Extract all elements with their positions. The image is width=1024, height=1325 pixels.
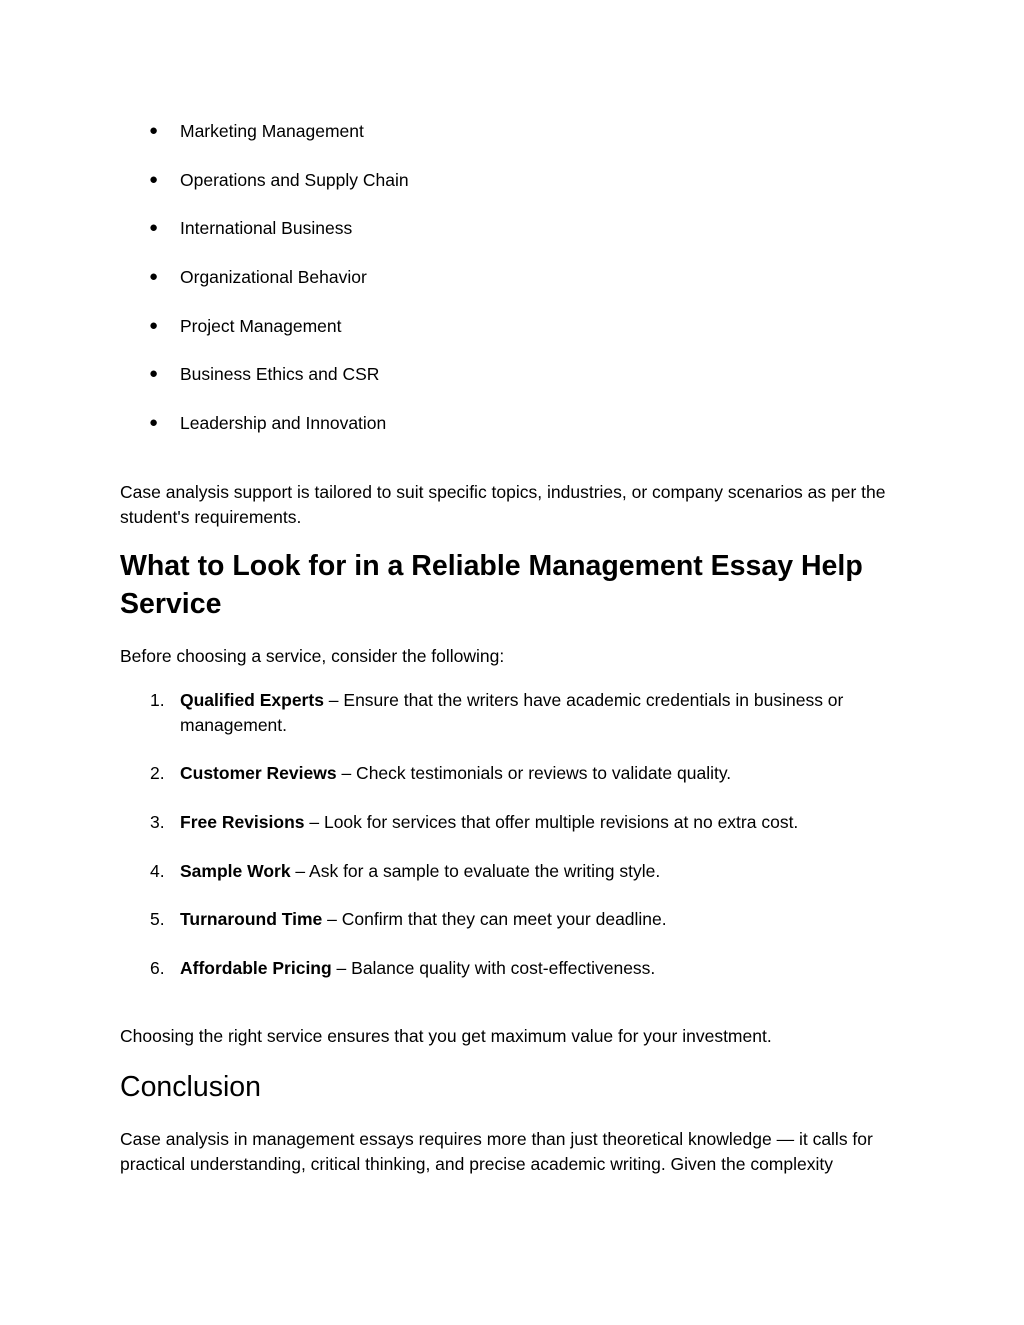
bullet-icon: ● [149, 414, 159, 432]
bullet-item [120, 215, 910, 264]
conclusion-heading: Conclusion [120, 1071, 261, 1103]
value-paragraph: Choosing the right service ensures that you get maximum value for your investment. [120, 1026, 772, 1046]
list-item [120, 810, 910, 835]
bullet-item [120, 118, 910, 167]
list-item-body [180, 859, 900, 884]
conclusion-paragraph: Case analysis in management essays requires more than just theoretical knowledge — it calls for practical understanding, critical thinking, and precise academic writing. Given the complexity [120, 1129, 873, 1174]
case-analysis-paragraph: Case analysis support is tailored to suit specific topics, industries, or company scenarios as per the student's requirements. [120, 482, 886, 527]
list-item-body [180, 761, 900, 786]
list-item-title: Affordable Pricing [180, 958, 332, 979]
list-item [120, 956, 910, 981]
bullet-icon: ● [149, 122, 159, 139]
list-item-body [180, 956, 900, 981]
list-item-description: – Ensure that the writers have academic credentials in business or management. [180, 690, 844, 735]
list-item-number: 3. [150, 811, 165, 832]
list-item-description: – Confirm that they can meet your deadline. [322, 909, 667, 930]
bullet-icon: ● [149, 316, 159, 334]
bullet-item [120, 410, 910, 459]
criteria-numbered-list [120, 688, 910, 1005]
list-item-description: – Look for services that offer multiple revisions at no extra cost. [304, 811, 799, 832]
bullet-text: Project Management [180, 315, 342, 336]
list-item-body [180, 688, 900, 737]
list-item-number: 6. [150, 958, 165, 979]
list-item-description: – Check testimonials or reviews to validate quality. [336, 763, 732, 783]
list-item-description: – Balance quality with cost-effectiveness. [331, 958, 656, 979]
list-item-description: – Ask for a sample to evaluate the writing style. [290, 860, 661, 881]
list-item-title: Customer Reviews [180, 763, 337, 783]
list-item-number: 2. [150, 763, 165, 783]
bullet-text: International Business [180, 218, 353, 239]
bullet-text: Operations and Supply Chain [180, 169, 409, 190]
list-item [120, 761, 910, 786]
list-item-title: Free Revisions [180, 811, 305, 832]
bullet-icon: ● [149, 219, 159, 237]
intro-paragraph: Before choosing a service, consider the following: [120, 646, 505, 666]
bullet-text: Leadership and Innovation [180, 413, 387, 434]
list-item-number: 5. [150, 909, 165, 930]
bullet-item [120, 313, 910, 362]
bullet-text: Business Ethics and CSR [180, 364, 380, 385]
list-item-body [180, 810, 900, 835]
bullet-item [120, 167, 910, 216]
list-item [120, 907, 910, 932]
bullet-text: Marketing Management [180, 121, 364, 141]
list-item-title: Sample Work [180, 860, 291, 881]
bullet-icon: ● [149, 365, 159, 383]
topics-bullet-list [120, 118, 910, 459]
bullet-icon: ● [149, 170, 159, 188]
bullet-item [120, 264, 910, 313]
list-item [120, 688, 910, 737]
bullet-text: Organizational Behavior [180, 267, 367, 288]
bullet-item [120, 361, 910, 410]
list-item-title: Turnaround Time [180, 909, 323, 930]
list-item-body [180, 907, 900, 932]
list-item [120, 859, 910, 884]
list-item-number: 4. [150, 860, 165, 881]
list-item-title: Qualified Experts [180, 690, 324, 710]
list-item-number: 1. [150, 690, 165, 710]
bullet-icon: ● [149, 268, 159, 286]
section-heading: What to Look for in a Reliable Management Essay Help Service [120, 550, 863, 620]
